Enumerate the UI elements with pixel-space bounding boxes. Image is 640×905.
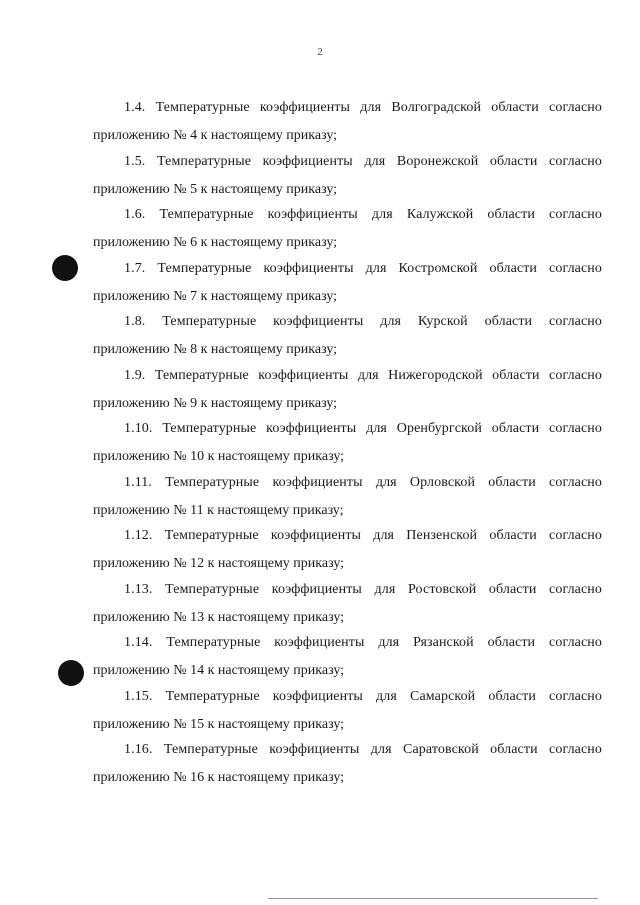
list-item: [0, 582, 640, 636]
list-item: [0, 635, 640, 689]
list-item: [0, 475, 640, 529]
item-text-line-2: приложению № 7 к настоящему приказу;: [93, 288, 338, 304]
item-text-line-1: 1.7. Температурные коэффициенты для Костромской области согласно: [124, 260, 602, 276]
item-text-line-1: 1.9. Температурные коэффициенты для Нижегородской области согласно: [124, 367, 602, 383]
list-item: [0, 528, 640, 582]
list-item: [0, 207, 640, 261]
scan-edge-line: [268, 898, 598, 899]
item-text-line-2: приложению № 8 к настоящему приказу;: [93, 342, 338, 357]
item-text-line-2: приложению № 10 к настоящему приказу;: [93, 449, 345, 464]
item-text-line-1: 1.16. Температурные коэффициенты для Саратовской области согласно: [124, 742, 602, 757]
page-number: 2: [317, 46, 323, 58]
item-text-line-1: 1.11. Температурные коэффициенты для Орловской области согласно: [124, 474, 602, 490]
item-text-line-1: 1.8. Температурные коэффициенты для Курской области согласно: [124, 314, 602, 329]
list-item: [0, 689, 640, 743]
item-text-line-2: приложению № 12 к настоящему приказу;: [93, 556, 345, 571]
item-text-line-1: 1.10. Температурные коэффициенты для Оренбургской области согласно: [124, 421, 602, 436]
item-text-line-1: 1.12. Температурные коэффициенты для Пензенской области согласно: [124, 528, 602, 543]
list-item: [0, 261, 640, 315]
list-item: [0, 314, 640, 368]
item-text-line-1: 1.4. Температурные коэффициенты для Волгоградской области согласно: [124, 100, 602, 115]
item-text-line-2: приложению № 14 к настоящему приказу;: [93, 663, 345, 678]
item-text-line-2: приложению № 11 к настоящему приказу;: [93, 502, 344, 518]
document-body: [0, 100, 640, 796]
item-text-line-1: 1.13. Температурные коэффициенты для Ростовской области согласно: [124, 581, 602, 597]
item-text-line-2: приложению № 16 к настоящему приказу;: [93, 770, 345, 785]
item-text-line-1: 1.6. Температурные коэффициенты для Калужской области согласно: [124, 207, 602, 222]
item-text-line-2: приложению № 13 к настоящему приказу;: [93, 609, 345, 625]
item-text-line-2: приложению № 5 к настоящему приказу;: [93, 181, 338, 197]
item-text-line-2: приложению № 4 к настоящему приказу;: [93, 128, 338, 143]
item-text-line-1: 1.14. Температурные коэффициенты для Рязанской области согласно: [124, 635, 602, 650]
list-item: [0, 742, 640, 796]
list-item: [0, 154, 640, 208]
item-text-line-1: 1.15. Температурные коэффициенты для Самарской области согласно: [124, 688, 602, 704]
list-item: [0, 421, 640, 475]
item-text-line-1: 1.5. Температурные коэффициенты для Воронежской области согласно: [124, 153, 602, 169]
list-item: [0, 100, 640, 154]
list-item: [0, 368, 640, 422]
item-text-line-2: приложению № 6 к настоящему приказу;: [93, 235, 338, 250]
item-text-line-2: приложению № 15 к настоящему приказу;: [93, 716, 345, 732]
item-text-line-2: приложению № 9 к настоящему приказу;: [93, 395, 338, 411]
